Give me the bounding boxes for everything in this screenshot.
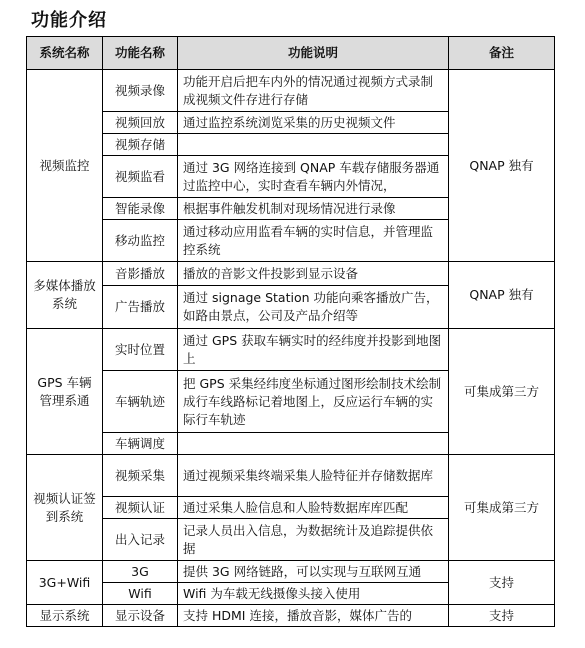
function-name-cell: 视频监看 xyxy=(103,156,178,198)
header-function-description: 功能说明 xyxy=(178,37,449,70)
table-header-row xyxy=(27,37,555,70)
note-cell: QNAP 独有 xyxy=(449,70,555,262)
function-name-cell: 视频采集 xyxy=(103,455,178,497)
note-cell: 支持 xyxy=(449,561,555,605)
note-cell: QNAP 独有 xyxy=(449,262,555,329)
function-name-cell: 车辆调度 xyxy=(103,433,178,455)
function-description-cell: 播放的音影文件投影到显示设备 xyxy=(178,262,449,286)
note-cell: 可集成第三方 xyxy=(449,455,555,561)
function-description-cell: 通过视频采集终端采集人脸特征并存储数据库 xyxy=(178,455,449,497)
function-description-cell: 通过采集人脸信息和人脸特数据库库匹配 xyxy=(178,497,449,519)
system-name-cell: 多媒体播放系统 xyxy=(27,262,103,329)
system-name-cell: 视频监控 xyxy=(27,70,103,262)
table-row xyxy=(27,455,555,497)
function-description-cell: 通过 3G 网络连接到 QNAP 车载存储服务器通过监控中心，实时查看车辆内外情况， xyxy=(178,156,449,198)
function-name-cell: 视频认证 xyxy=(103,497,178,519)
function-description-cell: Wifi 为车载无线摄像头接入使用 xyxy=(178,583,449,605)
function-name-cell: Wifi xyxy=(103,583,178,605)
system-name-cell: GPS 车辆管理系通 xyxy=(27,329,103,455)
function-name-cell: 音影播放 xyxy=(103,262,178,286)
table-row xyxy=(27,262,555,286)
function-name-cell: 车辆轨迹 xyxy=(103,371,178,433)
function-description-cell: 通过移动应用监看车辆的实时信息，并管理监控系统 xyxy=(178,220,449,262)
function-description-cell: 把 GPS 采集经纬度坐标通过图形绘制技术绘制成行车线路标记着地图上，反应运行车辆的实际行车轨迹 xyxy=(178,371,449,433)
table-row xyxy=(27,605,555,627)
system-name-cell: 视频认证签到系统 xyxy=(27,455,103,561)
function-name-cell: 移动监控 xyxy=(103,220,178,262)
table-row xyxy=(27,70,555,112)
note-cell: 支持 xyxy=(449,605,555,627)
system-name-cell: 3G+Wifi xyxy=(27,561,103,605)
table-row xyxy=(27,561,555,583)
function-description-cell: 功能开启后把车内外的情况通过视频方式录制成视频文件存进行存储 xyxy=(178,70,449,112)
function-table xyxy=(26,36,555,627)
function-description-cell: 通过监控系统浏览采集的历史视频文件 xyxy=(178,112,449,134)
function-description-cell: 提供 3G 网络链路，可以实现与互联网互通 xyxy=(178,561,449,583)
function-description-cell: 通过 GPS 获取车辆实时的经纬度并投影到地图上 xyxy=(178,329,449,371)
function-description-cell xyxy=(178,433,449,455)
function-name-cell: 智能录像 xyxy=(103,198,178,220)
function-description-cell: 根据事件触发机制对现场情况进行录像 xyxy=(178,198,449,220)
page-title: 功能介绍 xyxy=(31,10,107,31)
function-name-cell: 广告播放 xyxy=(103,286,178,329)
header-note: 备注 xyxy=(449,37,555,70)
function-description-cell: 记录人员出入信息，为数据统计及追踪提供依据 xyxy=(178,519,449,561)
function-name-cell: 视频回放 xyxy=(103,112,178,134)
function-name-cell: 视频录像 xyxy=(103,70,178,112)
function-name-cell: 实时位置 xyxy=(103,329,178,371)
function-name-cell: 出入记录 xyxy=(103,519,178,561)
note-cell: 可集成第三方 xyxy=(449,329,555,455)
function-name-cell: 视频存储 xyxy=(103,134,178,156)
function-description-cell: 支持 HDMI 连接，播放音影，媒体广告的 xyxy=(178,605,449,627)
function-name-cell: 3G xyxy=(103,561,178,583)
header-function-name: 功能名称 xyxy=(103,37,178,70)
function-description-cell xyxy=(178,134,449,156)
system-name-cell: 显示系统 xyxy=(27,605,103,627)
table-row xyxy=(27,329,555,371)
function-description-cell: 通过 signage Station 功能向乘客播放广告，如路由景点，公司及产品介绍等 xyxy=(178,286,449,329)
header-system-name: 系统名称 xyxy=(27,37,103,70)
function-name-cell: 显示设备 xyxy=(103,605,178,627)
